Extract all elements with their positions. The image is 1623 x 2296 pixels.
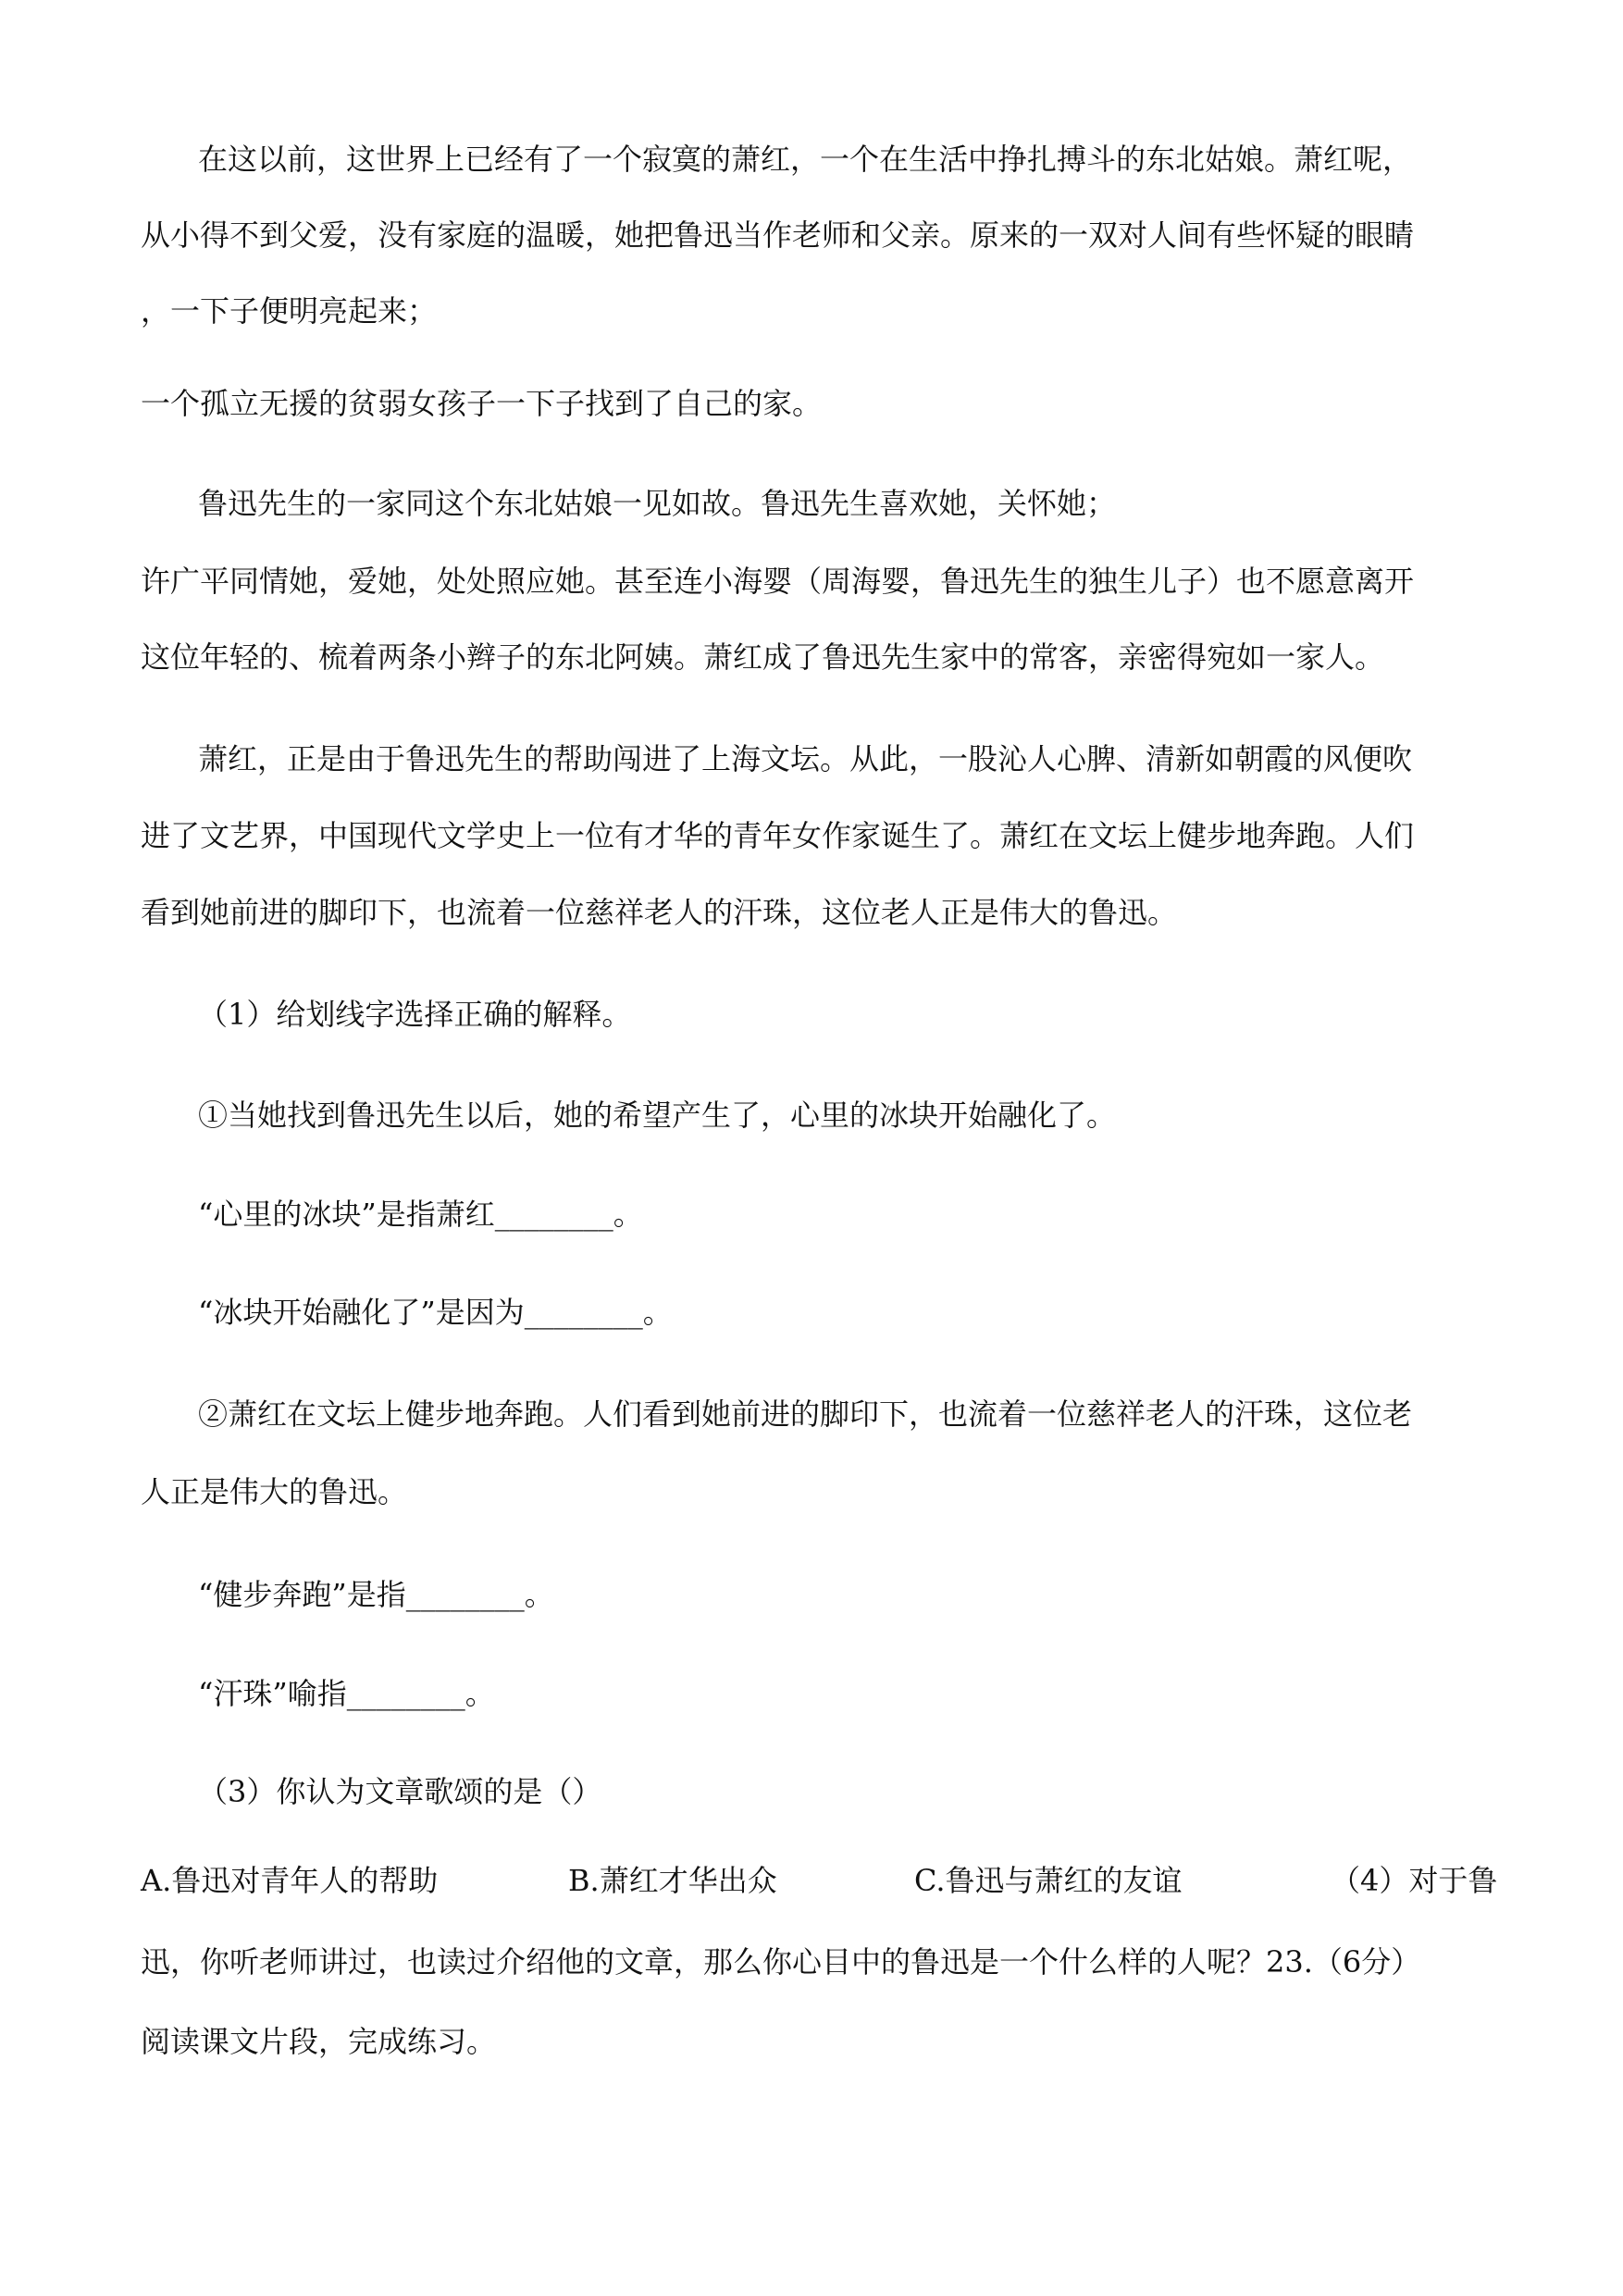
question-1-blank-3: “健步奔跑”是指________。	[198, 1577, 554, 1612]
question-1-title: （1）给划线字选择正确的解释。	[198, 997, 632, 1032]
paragraph-2-line-3: 这位年轻的、梳着两条小辫子的东北阿姨。萧红成了鲁迅先生家中的常客，亲密得宛如一家人。	[141, 639, 1385, 675]
question-4-start: （4）对于鲁	[1331, 1863, 1498, 1898]
paragraph-1-line-4: 一个孤立无援的贫弱女孩子一下子找到了自己的家。	[141, 386, 823, 421]
question-4-line-2: 迅，你听老师讲过，也读过介绍他的文章，那么你心目中的鲁迅是一个什么样的人呢？23.（6分）	[141, 1944, 1421, 1980]
question-1-item-2-line-2: 人正是伟大的鲁迅。	[141, 1474, 408, 1509]
question-1-item-1: ①当她找到鲁迅先生以后，她的希望产生了，心里的冰块开始融化了。	[198, 1098, 1117, 1133]
question-4-line-3: 阅读课文片段，完成练习。	[141, 2024, 497, 2059]
paragraph-1-line-1: 在这以前，这世界上已经有了一个寂寞的萧红，一个在生活中挣扎搏斗的东北姑娘。萧红呢，	[198, 142, 1413, 177]
paragraph-3-line-2: 进了文艺界，中国现代文学史上一位有才华的青年女作家诞生了。萧红在文坛上健步地奔跑。人们	[141, 818, 1415, 853]
question-1-blank-2: “冰块开始融化了”是因为________。	[198, 1295, 673, 1330]
option-a: A.鲁迅对青年人的帮助	[141, 1863, 439, 1898]
option-b: B.萧红才华出众	[568, 1863, 777, 1898]
paragraph-3-line-3: 看到她前进的脚印下，也流着一位慈祥老人的汗珠，这位老人正是伟大的鲁迅。	[141, 895, 1178, 930]
question-1-blank-4: “汗珠”喻指________。	[198, 1676, 495, 1711]
paragraph-2-line-1: 鲁迅先生的一家同这个东北姑娘一见如故。鲁迅先生喜欢她，关怀她；	[198, 486, 1117, 521]
option-c: C.鲁迅与萧红的友谊	[914, 1863, 1183, 1898]
question-3-title: （3）你认为文章歌颂的是（）	[198, 1774, 602, 1809]
paragraph-2-line-2: 许广平同情她，爱她，处处照应她。甚至连小海婴（周海婴，鲁迅先生的独生儿子）也不愿意离开	[141, 564, 1415, 599]
question-1-blank-1: “心里的冰块”是指萧红________。	[198, 1197, 643, 1232]
paragraph-1-line-3: ，一下子便明亮起来；	[141, 293, 438, 329]
question-1-item-2-line-1: ②萧红在文坛上健步地奔跑。人们看到她前进的脚印下，也流着一位慈祥老人的汗珠，这位老	[198, 1396, 1413, 1432]
paragraph-1-line-2: 从小得不到父爱，没有家庭的温暖，她把鲁迅当作老师和父亲。原来的一双对人间有些怀疑的眼睛	[141, 217, 1415, 253]
paragraph-3-line-1: 萧红，正是由于鲁迅先生的帮助闯进了上海文坛。从此，一股沁人心脾、清新如朝霞的风便吹	[198, 741, 1413, 776]
